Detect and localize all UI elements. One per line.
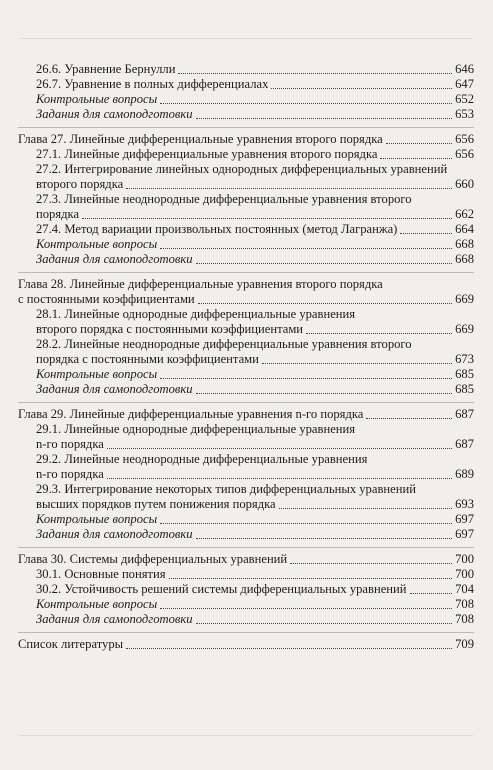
toc-entry-label: Контрольные вопросы <box>36 92 158 106</box>
toc-separator <box>18 402 474 403</box>
toc-section-entry[interactable] <box>18 92 474 107</box>
toc-entry-label-line: 29.1. Линейные однородные дифференциальные уравнения <box>36 422 356 436</box>
toc-entry-label-line: 28.1. Линейные однородные дифференциальные уравнения <box>36 307 356 321</box>
toc-leader-dots <box>196 623 453 624</box>
toc-leader-dots <box>400 233 452 234</box>
toc-page-number: 668 <box>455 237 474 251</box>
toc-entry-label-line: высших порядков путем понижения порядка <box>36 497 276 511</box>
toc-entry-label: 26.6. Уравнение Бернулли <box>36 62 176 76</box>
page-footer-strip <box>20 735 473 746</box>
toc-section-entry[interactable] <box>18 382 474 397</box>
toc-page-number: 647 <box>455 77 474 91</box>
toc-section-entry[interactable] <box>18 192 474 222</box>
toc-leader-dots <box>160 523 452 524</box>
toc-section-entry[interactable] <box>18 527 474 542</box>
toc-section-entry[interactable] <box>18 612 474 627</box>
toc-leader-dots <box>279 508 452 509</box>
toc-entry-label: Список литературы <box>18 637 124 651</box>
toc-leader-dots <box>262 363 452 364</box>
toc-leader-dots <box>366 418 452 419</box>
toc-section-entry[interactable] <box>18 77 474 92</box>
toc-entry-label-line: 29.2. Линейные неоднородные дифференциальные уравнения <box>36 452 368 466</box>
toc-entry-label: 30.1. Основные понятия <box>36 567 166 581</box>
toc-page-number: 689 <box>455 467 474 481</box>
toc-chapter-entry[interactable] <box>18 132 474 147</box>
toc-page-number: 708 <box>455 612 474 626</box>
toc-separator <box>18 547 474 548</box>
toc-page-number: 673 <box>455 352 474 366</box>
toc-leader-dots <box>126 648 452 649</box>
toc-section-entry[interactable] <box>18 237 474 252</box>
toc-leader-dots <box>196 263 453 264</box>
toc-leader-dots <box>178 73 452 74</box>
toc-page-number: 704 <box>455 582 474 596</box>
toc-separator <box>18 272 474 273</box>
toc-entry-label-line: n-го порядка <box>36 467 104 481</box>
toc-entry-label: 27.1. Линейные дифференциальные уравнения второго порядка <box>36 147 378 161</box>
toc-entry-label-line: 27.2. Интегрирование линейных однородных дифференциальных уравнений <box>36 162 448 176</box>
toc-entry-label: Контрольные вопросы <box>36 512 158 526</box>
toc-page-number: 669 <box>455 292 474 306</box>
toc-entry-last-line <box>36 352 474 367</box>
toc-page-number: 685 <box>455 382 474 396</box>
toc-entry-label-line: 27.3. Линейные неоднородные дифференциальные уравнения второго <box>36 192 412 206</box>
toc-entry-label-line: порядка <box>36 207 80 221</box>
toc-leader-dots <box>169 578 453 579</box>
toc-entry-last-line <box>36 322 474 337</box>
toc-page-number: 669 <box>455 322 474 336</box>
toc-section-entry[interactable] <box>18 147 474 162</box>
toc-entry-label: Глава 30. Системы дифференциальных уравнений <box>18 552 288 566</box>
toc-section-entry[interactable] <box>18 162 474 192</box>
toc-leader-dots <box>290 563 452 564</box>
toc-section-entry[interactable] <box>18 367 474 382</box>
toc-entry-label: Задания для самоподготовки <box>36 612 193 626</box>
toc-section-entry[interactable] <box>18 567 474 582</box>
toc-entry-label-line: 29.3. Интегрирование некоторых типов дифференциальных уравнений <box>36 482 416 496</box>
toc-page-number: 662 <box>455 207 474 221</box>
toc-page-number: 700 <box>455 567 474 581</box>
toc-page-number: 687 <box>455 437 474 451</box>
toc-page-number: 708 <box>455 597 474 611</box>
toc-entry-label: 30.2. Устойчивость решений системы дифференциальных уравнений <box>36 582 407 596</box>
toc-leader-dots <box>82 218 452 219</box>
toc-leader-dots <box>160 608 452 609</box>
toc-page-number: 652 <box>455 92 474 106</box>
toc-chapter-entry[interactable] <box>18 637 474 652</box>
toc-chapter-entry[interactable] <box>18 552 474 567</box>
toc-leader-dots <box>306 333 452 334</box>
toc-entry-label: Задания для самоподготовки <box>36 382 193 396</box>
toc-page-number: 697 <box>455 527 474 541</box>
toc-chapter-entry[interactable] <box>18 407 474 422</box>
toc-entry-last-line <box>36 437 474 452</box>
page-header-strip <box>20 28 473 39</box>
toc-entry-label-line: второго порядка с постоянными коэффициентами <box>36 322 304 336</box>
toc-leader-dots <box>196 118 453 119</box>
toc-leader-dots <box>271 88 452 89</box>
toc-leader-dots <box>196 538 453 539</box>
toc-entry-label: Задания для самоподготовки <box>36 527 193 541</box>
toc-section-entry[interactable] <box>18 452 474 482</box>
toc-section-entry[interactable] <box>18 107 474 122</box>
table-of-contents <box>18 62 474 652</box>
toc-section-entry[interactable] <box>18 252 474 267</box>
toc-leader-dots <box>196 393 453 394</box>
toc-entry-last-line <box>36 207 474 222</box>
toc-entry-label-line: с постоянными коэффициентами <box>18 292 195 306</box>
toc-entry-label-line: второго порядка <box>36 177 124 191</box>
toc-entry-label: Глава 29. Линейные дифференциальные уравнения n-го порядка <box>18 407 364 421</box>
toc-entry-label: Задания для самоподготовки <box>36 107 193 121</box>
toc-leader-dots <box>160 248 452 249</box>
toc-page-number: 653 <box>455 107 474 121</box>
toc-entry-last-line <box>36 497 474 512</box>
toc-section-entry[interactable] <box>18 582 474 597</box>
toc-page-number: 664 <box>455 222 474 236</box>
toc-leader-dots <box>386 143 452 144</box>
toc-entry-label-line: 28.2. Линейные неоднородные дифференциальные уравнения второго <box>36 337 412 351</box>
toc-leader-dots <box>107 448 452 449</box>
toc-leader-dots <box>198 303 452 304</box>
toc-section-entry[interactable] <box>18 307 474 337</box>
toc-section-entry[interactable] <box>18 482 474 512</box>
toc-page-number: 687 <box>455 407 474 421</box>
toc-page-number: 656 <box>455 132 474 146</box>
toc-page-number: 656 <box>455 147 474 161</box>
toc-page-number: 697 <box>455 512 474 526</box>
toc-entry-label: Задания для самоподготовки <box>36 252 193 266</box>
toc-entry-label: 27.4. Метод вариации произвольных постоянных (метод Лагранжа) <box>36 222 398 236</box>
toc-entry-label-line: Глава 28. Линейные дифференциальные уравнения второго порядка <box>18 277 383 291</box>
toc-entry-label-line: n-го порядка <box>36 437 104 451</box>
toc-entry-label: 26.7. Уравнение в полных дифференциалах <box>36 77 269 91</box>
toc-section-entry[interactable] <box>18 597 474 612</box>
toc-separator <box>18 632 474 633</box>
toc-entry-label: Глава 27. Линейные дифференциальные уравнения второго порядка <box>18 132 383 146</box>
toc-section-entry[interactable] <box>18 337 474 367</box>
toc-leader-dots <box>160 378 452 379</box>
toc-entry-label-line: порядка с постоянными коэффициентами <box>36 352 259 366</box>
toc-entry-last-line <box>18 292 474 307</box>
toc-page-number: 646 <box>455 62 474 76</box>
toc-page-number: 660 <box>455 177 474 191</box>
toc-page-number: 668 <box>455 252 474 266</box>
toc-chapter-entry[interactable] <box>18 277 474 307</box>
toc-section-entry[interactable] <box>18 222 474 237</box>
toc-section-entry[interactable] <box>18 62 474 77</box>
toc-entry-last-line <box>36 467 474 482</box>
toc-leader-dots <box>160 103 452 104</box>
toc-page-number: 709 <box>455 637 474 651</box>
toc-leader-dots <box>380 158 452 159</box>
toc-separator <box>18 127 474 128</box>
toc-page-number: 685 <box>455 367 474 381</box>
toc-section-entry[interactable] <box>18 512 474 527</box>
toc-leader-dots <box>126 188 452 189</box>
toc-entry-label: Контрольные вопросы <box>36 597 158 611</box>
toc-entry-last-line <box>36 177 474 192</box>
toc-leader-dots <box>107 478 452 479</box>
toc-entry-label: Контрольные вопросы <box>36 367 158 381</box>
toc-page-number: 693 <box>455 497 474 511</box>
toc-section-entry[interactable] <box>18 422 474 452</box>
toc-page-number: 700 <box>455 552 474 566</box>
toc-entry-label: Контрольные вопросы <box>36 237 158 251</box>
toc-leader-dots <box>410 593 453 594</box>
